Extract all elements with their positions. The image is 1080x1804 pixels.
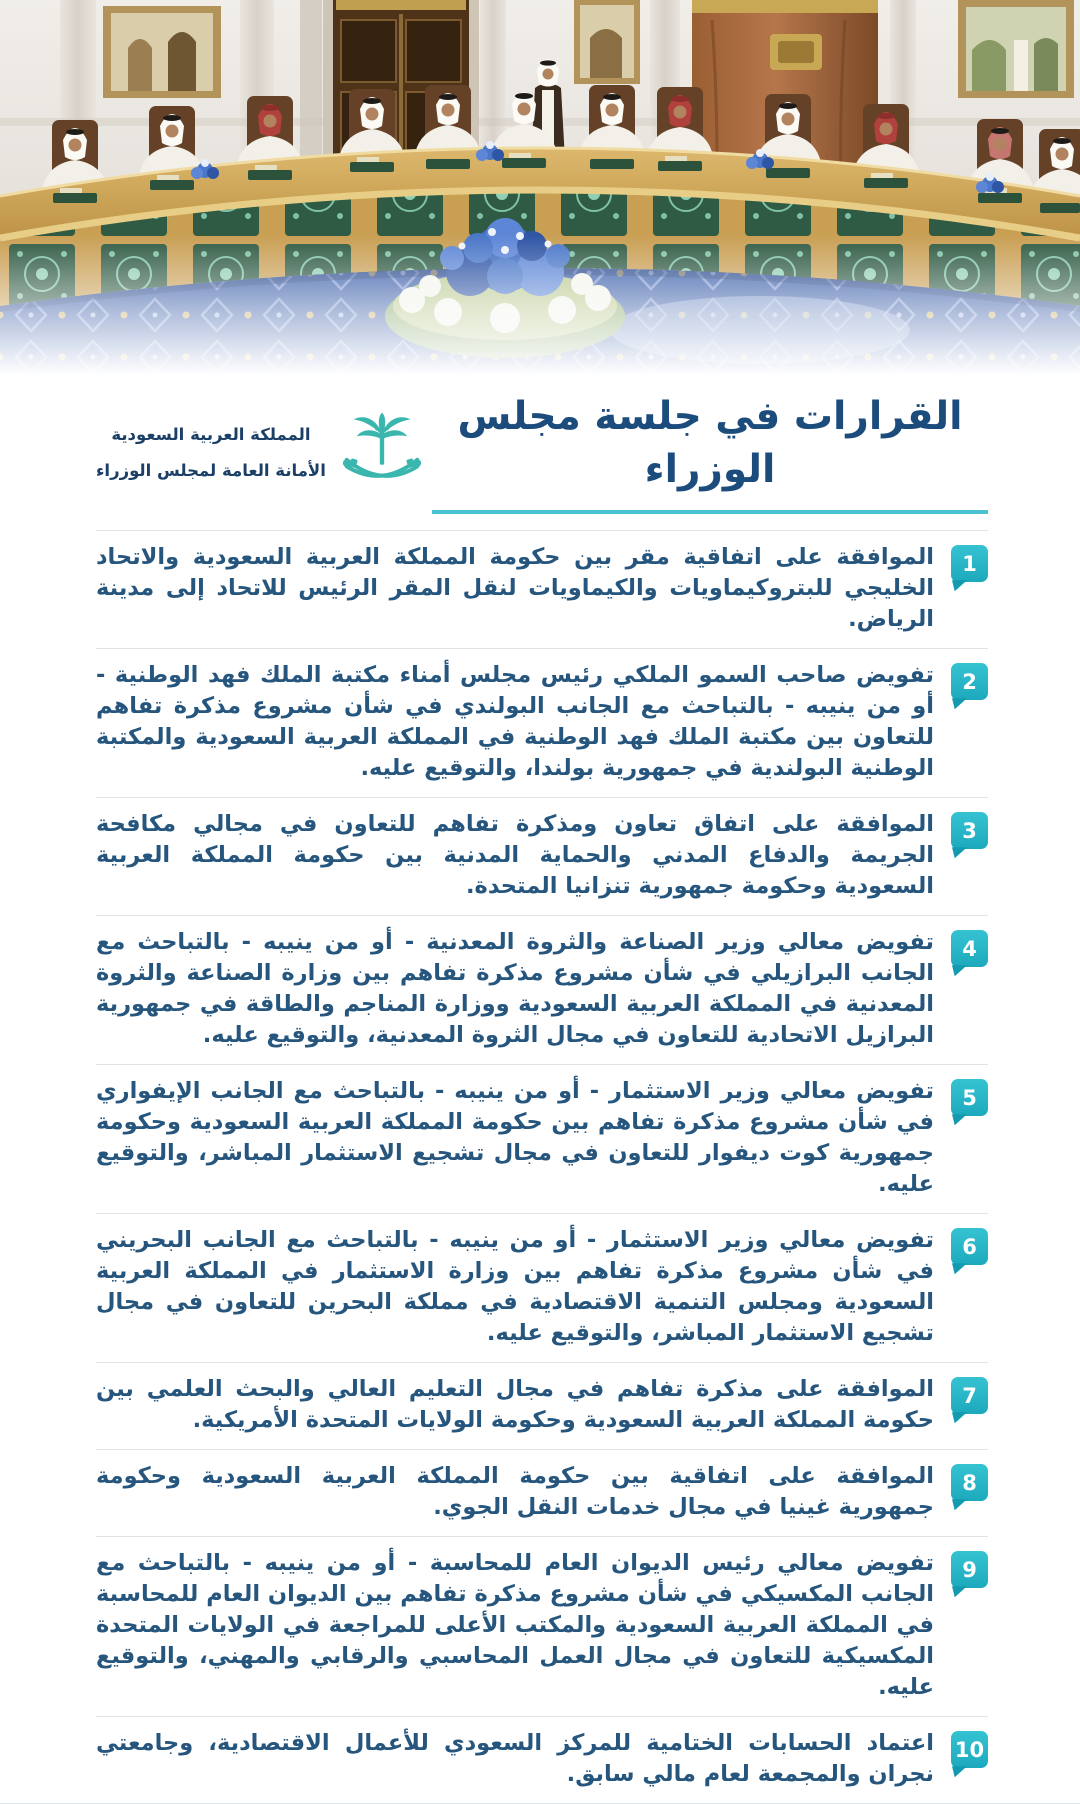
- decision-text: تفويض معالي وزير الصناعة والثروة المعدنية - أو من ينيبه - بالتباحث مع الجانب البرازيلي في شأن مشروع مذكرة تفاهم بين وزارة الصناعة والثروة المعدنية في المملكة العربية السعودية ووزارة المناجم والطاقة في جمهورية البرازيل الاتحادية للتعاون في مجال الثروة المعدنية، والتوقيع عليه.: [96, 929, 934, 1049]
- meeting-room-scene: [0, 0, 1080, 375]
- decision-number-badge: 9: [951, 1551, 988, 1588]
- page-title: القرارات في جلسة مجلس الوزراء: [432, 391, 988, 514]
- decision-number-badge: 8: [951, 1464, 988, 1501]
- decision-item: [96, 530, 988, 648]
- decision-text: تفويض معالي وزير الاستثمار - أو من ينيبه - بالتباحث مع الجانب البحريني في شأن مشروع مذكرة تفاهم بين وزارة الاستثمار في المملكة العربية السعودية ومجلس التنمية الاقتصادية في مملكة البحرين للتعاون في مجال تشجيع الاستثمار المباشر، والتوقيع عليه.: [96, 1227, 934, 1347]
- wall-painting-right: [958, 0, 1074, 98]
- decisions-list: [0, 530, 1080, 1804]
- photo-bottom-fade: [0, 235, 1080, 375]
- org-identity: [96, 407, 424, 499]
- decision-number-badge: 7: [951, 1377, 988, 1414]
- decision-item: [96, 1449, 988, 1536]
- decision-text: تفويض معالي رئيس الديوان العام للمحاسبة - أو من ينيبه - بالتباحث مع الجانب المكسيكي في شأن مشروع مذكرة تفاهم بين الديوان العام للمحاسبة في المملكة العربية السعودية والمكتب الأعلى للمراجعة في الولايات المتحدة المكسيكية للتعاون في مجال العمل المحاسبي والرقابي والمهني، والتوقيع عليه.: [96, 1550, 934, 1701]
- wall-painting-center: [574, 0, 640, 84]
- decision-number-badge: 6: [951, 1228, 988, 1265]
- decision-text: تفويض صاحب السمو الملكي رئيس مجلس أمناء مكتبة الملك فهد الوطنية - أو من ينيبه - بالتباحث مع الجانب البولندي في شأن مشروع مذكرة تفاهم للتعاون بين مكتبة الملك فهد الوطنية في المملكة العربية السعودية والمكتبة الوطنية البولندية في جمهورية بولندا، والتوقيع عليه.: [96, 662, 934, 782]
- decision-item: [96, 915, 988, 1064]
- decision-text: الموافقة على مذكرة تفاهم في مجال التعليم العالي والبحث العلمي بين حكومة المملكة العربية السعودية وحكومة الولايات المتحدة الأمريكية.: [96, 1376, 934, 1434]
- decision-item: [96, 1213, 988, 1362]
- decision-text: الموافقة على اتفاقية بين حكومة المملكة العربية السعودية وحكومة جمهورية غينيا في مجال خدمات النقل الجوي.: [96, 1463, 934, 1521]
- decision-item: [96, 1716, 988, 1803]
- decision-text: الموافقة على اتفاق تعاون ومذكرة تفاهم للتعاون في مجالي مكافحة الجريمة والدفاع المدني والحماية المدنية بين حكومة المملكة العربية السعودية وحكومة جمهورية تنزانيا المتحدة.: [96, 811, 934, 900]
- decision-item: [96, 1064, 988, 1213]
- decision-item: [96, 1362, 988, 1449]
- decision-number-badge: 4: [951, 930, 988, 967]
- decision-item: [96, 1536, 988, 1716]
- org-name-line1: المملكة العربية السعودية: [111, 425, 311, 445]
- decision-item: [96, 648, 988, 797]
- decision-text: تفويض معالي وزير الاستثمار - أو من ينيبه - بالتباحث مع الجانب الإيفواري في شأن مشروع مذكرة تفاهم بين حكومة المملكة العربية السعودية وحكومة جمهورية كوت ديفوار للتعاون في مجال تشجيع الاستثمار المباشر، والتوقيع عليه.: [96, 1078, 934, 1198]
- decision-number-badge: 1: [951, 545, 988, 582]
- decision-number-badge: 10: [951, 1731, 988, 1768]
- decision-text: اعتماد الحسابات الختامية للمركز السعودي للأعمال الاقتصادية، وجامعتي نجران والمجمعة لعام مالي سابق.: [96, 1730, 934, 1788]
- decision-number-badge: 3: [951, 812, 988, 849]
- decision-number-badge: 5: [951, 1079, 988, 1116]
- cabinet-meeting-photo: [0, 0, 1080, 375]
- wall-painting-left: [103, 6, 221, 98]
- header: [0, 375, 1080, 514]
- title-block: [432, 391, 988, 514]
- decision-number-badge: 2: [951, 663, 988, 700]
- org-name-line2: الأمانة العامة لمجلس الوزراء: [96, 460, 326, 480]
- decision-text: الموافقة على اتفاقية مقر بين حكومة المملكة العربية السعودية والاتحاد الخليجي للبتروكيماويات والكيماويات لنقل المقر الرئيس للاتحاد إلى مدينة الرياض.: [96, 544, 934, 633]
- saudi-emblem-icon: [340, 407, 424, 499]
- org-name: [96, 417, 326, 488]
- decision-item: [96, 797, 988, 915]
